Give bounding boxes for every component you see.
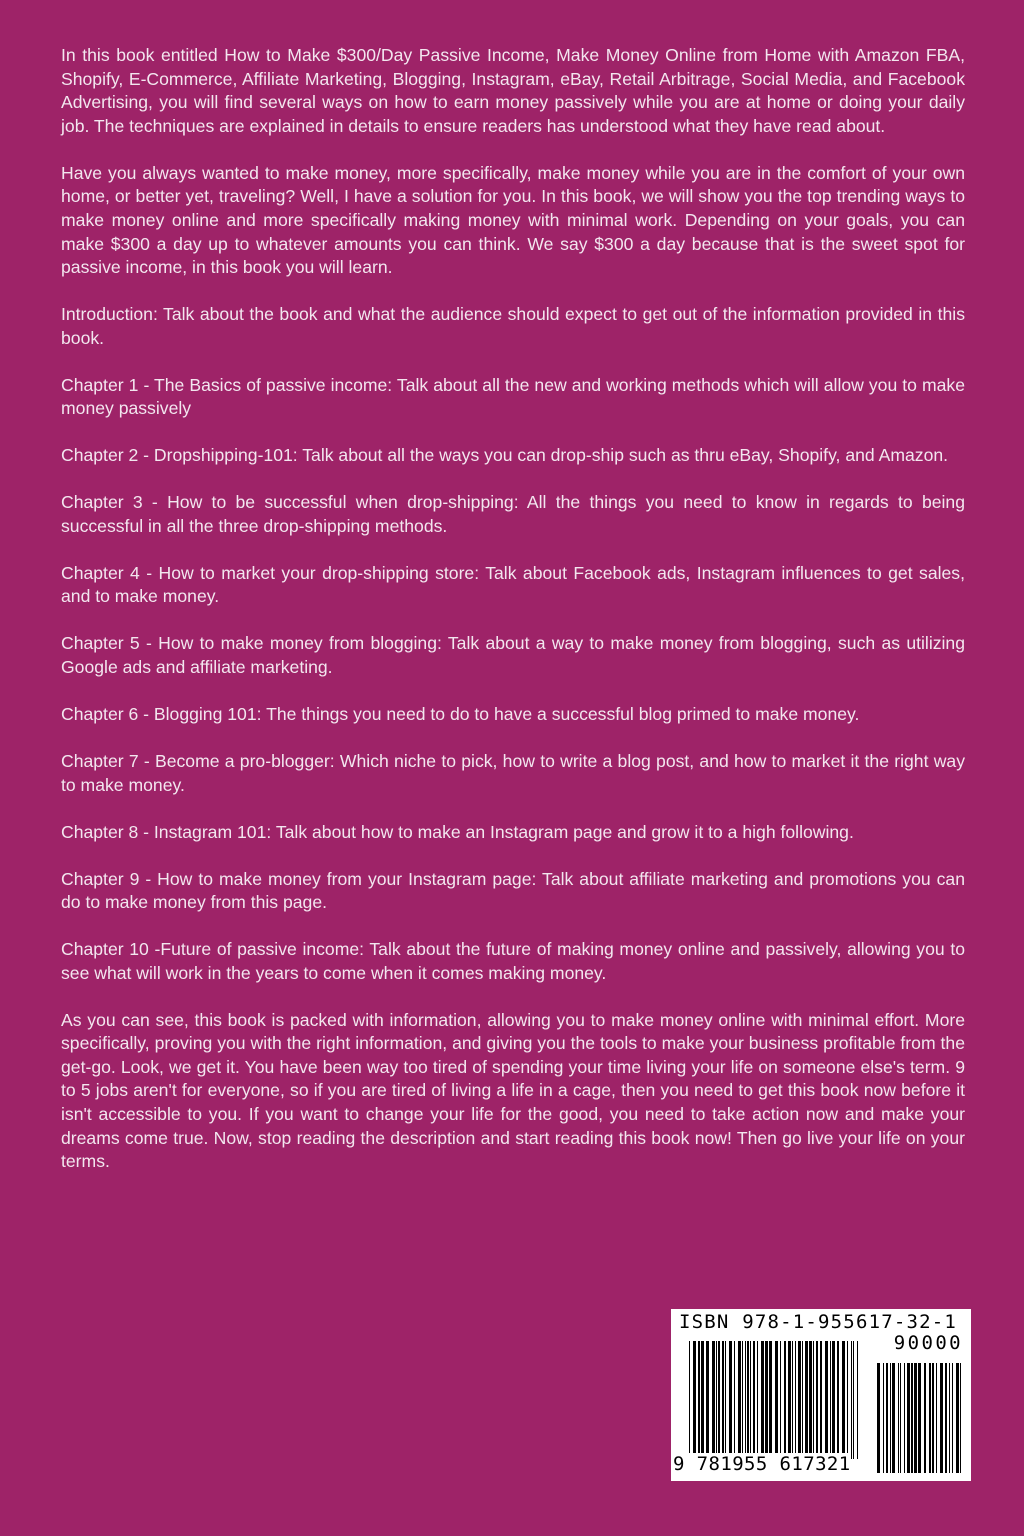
barcode-bar (775, 1341, 778, 1459)
barcode-bar (813, 1341, 814, 1459)
isbn-label: ISBN 978-1-955617-32-1 (679, 1311, 958, 1333)
barcode-bar (788, 1341, 791, 1459)
barcode-bar (936, 1363, 937, 1473)
barcode-bar (712, 1341, 715, 1459)
barcode-bar (924, 1363, 926, 1473)
barcode-bar (945, 1363, 947, 1473)
barcode-bar (747, 1341, 749, 1459)
barcode-bar (761, 1341, 764, 1459)
barcode-bar (952, 1363, 953, 1473)
barcode-bar (745, 1341, 746, 1459)
barcode-bar (698, 1341, 700, 1459)
barcode-bar (757, 1341, 758, 1459)
barcode-bar (738, 1341, 741, 1459)
chapter-10-summary: Chapter 10 -Future of passive income: Talk about the future of making money online and passively, allowing you to see what will work in the years to come when it comes making money. (61, 939, 965, 983)
barcode-bar (689, 1341, 690, 1459)
barcode-bar (718, 1341, 720, 1459)
barcode-bar (820, 1341, 822, 1459)
barcode-bar (805, 1341, 808, 1459)
barcode-bar (956, 1363, 959, 1473)
introduction-summary: Introduction: Talk about the book and what the audience should expect to get out of the information provided in this book. (61, 304, 965, 348)
barcode-bar (898, 1363, 899, 1473)
barcode-bar (816, 1341, 818, 1459)
barcode-bar (809, 1341, 812, 1459)
barcode-bar (877, 1363, 880, 1473)
chapter-6-summary: Chapter 6 - Blogging 101: The things you need to do to have a successful blog primed to make money. (61, 704, 860, 724)
barcode-bar (765, 1341, 768, 1459)
barcode-bar (725, 1341, 726, 1459)
barcode-bar (795, 1341, 796, 1459)
barcode-bar (847, 1341, 848, 1459)
barcode-bar (706, 1341, 709, 1459)
chapter-7-summary: Chapter 7 - Become a pro-blogger: Which niche to pick, how to write a blog post, and how to market it the right way to make money. (61, 750, 965, 795)
barcode-bars-main (689, 1341, 859, 1459)
barcode-bar (792, 1341, 793, 1459)
barcode-bar (722, 1341, 724, 1459)
barcode-bar (784, 1341, 786, 1459)
book-description (61, 44, 965, 1197)
barcode-bar (837, 1341, 839, 1459)
barcode-bar (780, 1341, 781, 1459)
barcode-bar (734, 1341, 735, 1459)
barcode-bar (798, 1341, 801, 1459)
isbn-barcode (671, 1309, 971, 1481)
chapter-3-summary: Chapter 3 - How to be successful when drop-shipping: All the things you need to know in regards to being successful in all the three drop-shipping methods. (61, 492, 965, 536)
barcode-bar (886, 1363, 888, 1473)
chapter-2-summary: Chapter 2 - Dropshipping-101: Talk about all the ways you can drop-ship such as thru eBay, Shopify, and Amazon. (61, 445, 949, 466)
barcode-bar (911, 1363, 913, 1473)
barcode-bar (851, 1341, 852, 1459)
closing-paragraph: As you can see, this book is packed with information, allowing you to make money online with minimal effort. More specifically, proving you with the right information, and giving you the tools to make your business profitable from the get-go. Look, we get it. You have been way too tired of spending your time living your life on someone else's term. 9 to 5 jobs aren't for everyone, so if you are tired of living a life in a cage, then you need to get this book now before it isn't accessible to you. If you want to change your life for the good, you need to take action now and make your dreams come true. Now, stop reading the description and start reading this book now! Then go live your life on your terms. (61, 1009, 965, 1172)
barcode-bar (914, 1363, 917, 1473)
barcode-bar (960, 1363, 961, 1473)
barcode-bar (949, 1363, 950, 1473)
barcode-bar (932, 1363, 934, 1473)
barcode-bar (907, 1363, 910, 1473)
barcode-bar (940, 1363, 943, 1473)
intro-paragraph: In this book entitled How to Make $300/Day Passive Income, Make Money Online from Home with Amazon FBA, Shopify, E-Commerce, Affiliate Marketing, Blogging, Instagram, eBay, Retail Arbitrage, Social Media, and Facebook Advertising, you will find several ways on how to earn money passively while you are at home or doing your daily job. The techniques are explained in details to ensure readers has understood what they have read about. (61, 45, 965, 136)
barcode-bar (842, 1341, 845, 1459)
barcode-bar (883, 1363, 884, 1473)
barcode-bar (802, 1341, 803, 1459)
barcode-bars-addon (877, 1363, 961, 1473)
barcode-bar (830, 1341, 831, 1459)
chapter-9-summary: Chapter 9 - How to make money from your Instagram page: Talk about affiliate marketing and promotions you can do to make money from this page. (61, 868, 965, 913)
barcode-bar (918, 1363, 921, 1473)
barcode-bar (769, 1341, 772, 1459)
barcode-bar (701, 1341, 704, 1459)
barcode-bar (892, 1363, 895, 1473)
barcode-bar (832, 1341, 835, 1459)
barcode-bar (900, 1363, 901, 1473)
barcode-bar (825, 1341, 828, 1459)
chapter-8-summary: Chapter 8 - Instagram 101: Talk about how to make an Instagram page and grow it to a high following. (61, 821, 854, 842)
pitch-paragraph: Have you always wanted to make money, more specifically, make money while you are in the comfort of your own home, or better yet, traveling? Well, I have a solution for you. In this book, we will show you the top trending ways to make money online and more specifically making money with minimal work. Depending on your goals, you can make $300 a day up to whatever amounts you can think. We say $300 a day because that is the sweet spot for passive income, in this book you will learn. (61, 162, 965, 278)
barcode-digits: 9 781955 617321 (673, 1453, 851, 1475)
chapter-4-summary: Chapter 4 - How to market your drop-shipping store: Talk about Facebook ads, Instagram influences to get sales, and to make money. (61, 562, 965, 607)
chapter-1-summary: Chapter 1 - The Basics of passive income: Talk about all the new and working methods which will allow you to make money passively (61, 374, 965, 419)
barcode-bar (857, 1341, 858, 1459)
barcode-bar (750, 1341, 751, 1459)
barcode-bar (729, 1341, 732, 1459)
price-code: 90000 (893, 1332, 963, 1354)
barcode-bar (853, 1341, 854, 1459)
barcode-bar (742, 1341, 743, 1459)
barcode-bar (904, 1363, 905, 1473)
barcode-bar (716, 1341, 717, 1459)
barcode-bar (753, 1341, 755, 1459)
barcode-bar (693, 1341, 696, 1459)
barcode-bar (890, 1363, 891, 1473)
chapter-5-summary: Chapter 5 - How to make money from blogging: Talk about a way to make money from blogging, such as utilizing Google ads and affiliate marketing. (61, 633, 965, 678)
barcode-bar (929, 1363, 931, 1473)
